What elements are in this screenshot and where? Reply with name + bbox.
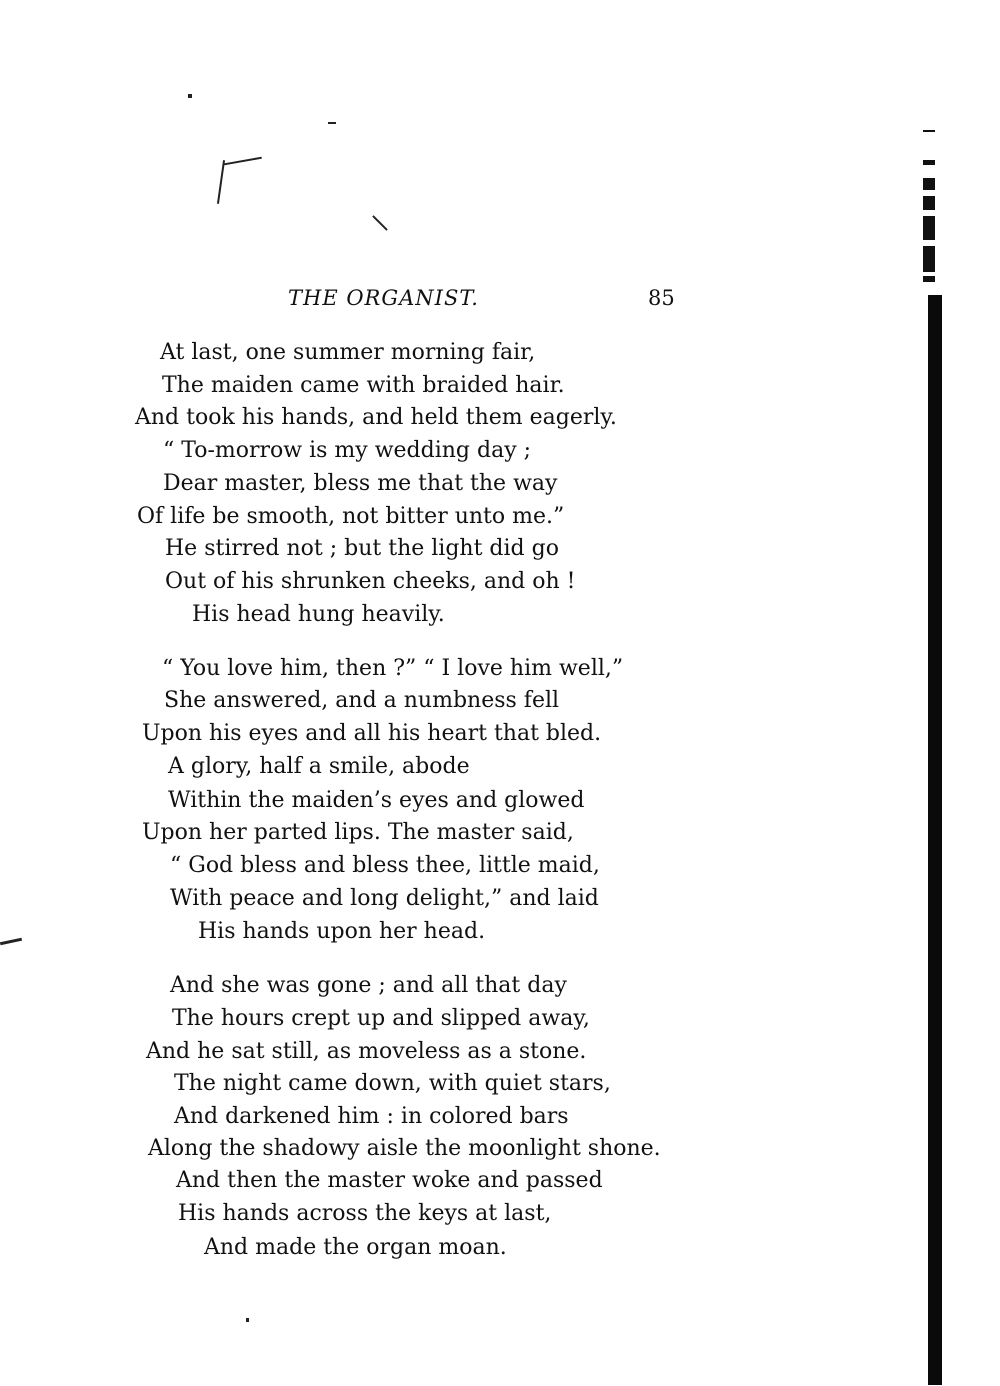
- poem-line: Upon her parted lips. The master said,: [142, 820, 574, 845]
- scan-mark: [372, 215, 388, 231]
- scan-mark: [246, 1318, 249, 1322]
- poem-line: Dear master, bless me that the way: [163, 471, 558, 496]
- poem-line: The hours crept up and slipped away,: [172, 1006, 590, 1031]
- poem-line: “ God bless and bless thee, little maid,: [170, 853, 600, 878]
- poem-line: And he sat still, as moveless as a stone.: [146, 1039, 587, 1064]
- poem-line: With peace and long delight,” and laid: [170, 886, 599, 911]
- scan-mark: [0, 938, 22, 946]
- running-title: THE ORGANIST.: [288, 286, 479, 310]
- poem-line: He stirred not ; but the light did go: [165, 536, 559, 561]
- poem-line: His hands upon her head.: [198, 919, 486, 944]
- poem-line: And took his hands, and held them eagerly.: [135, 405, 617, 430]
- poem-line: She answered, and a numbness fell: [164, 688, 560, 713]
- page-binding-edge: [928, 295, 942, 1385]
- poem-line: His head hung heavily.: [192, 602, 445, 627]
- poem-line: And made the organ moan.: [204, 1235, 507, 1260]
- poem-line: A glory, half a smile, abode: [168, 754, 470, 779]
- poem-line: And darkened him : in colored bars: [174, 1104, 569, 1129]
- poem-line: Out of his shrunken cheeks, and oh !: [165, 569, 576, 594]
- poem-line: At last, one summer morning fair,: [160, 340, 536, 365]
- poem-line: The night came down, with quiet stars,: [174, 1071, 611, 1096]
- binding-ticks: [923, 130, 937, 295]
- poem-line: And then the master woke and passed: [176, 1168, 603, 1193]
- poem-line: “ To-morrow is my wedding day ;: [163, 438, 532, 463]
- poem-line: Along the shadowy aisle the moonlight shone.: [148, 1136, 661, 1161]
- page-number: 85: [648, 286, 675, 310]
- scan-mark: [217, 160, 225, 204]
- poem-line: The maiden came with braided hair.: [162, 373, 565, 398]
- scan-mark: [328, 122, 336, 124]
- poem-line: “ You love him, then ?” “ I love him well,”: [162, 656, 624, 681]
- scan-mark: [188, 94, 192, 98]
- scan-mark: [224, 157, 262, 166]
- poem-line: His hands across the keys at last,: [178, 1201, 552, 1226]
- poem-line: Upon his eyes and all his heart that bled.: [142, 721, 602, 746]
- poem-line: Of life be smooth, not bitter unto me.”: [137, 504, 565, 529]
- poem-line: And she was gone ; and all that day: [170, 973, 567, 998]
- poem-line: Within the maiden’s eyes and glowed: [168, 788, 585, 813]
